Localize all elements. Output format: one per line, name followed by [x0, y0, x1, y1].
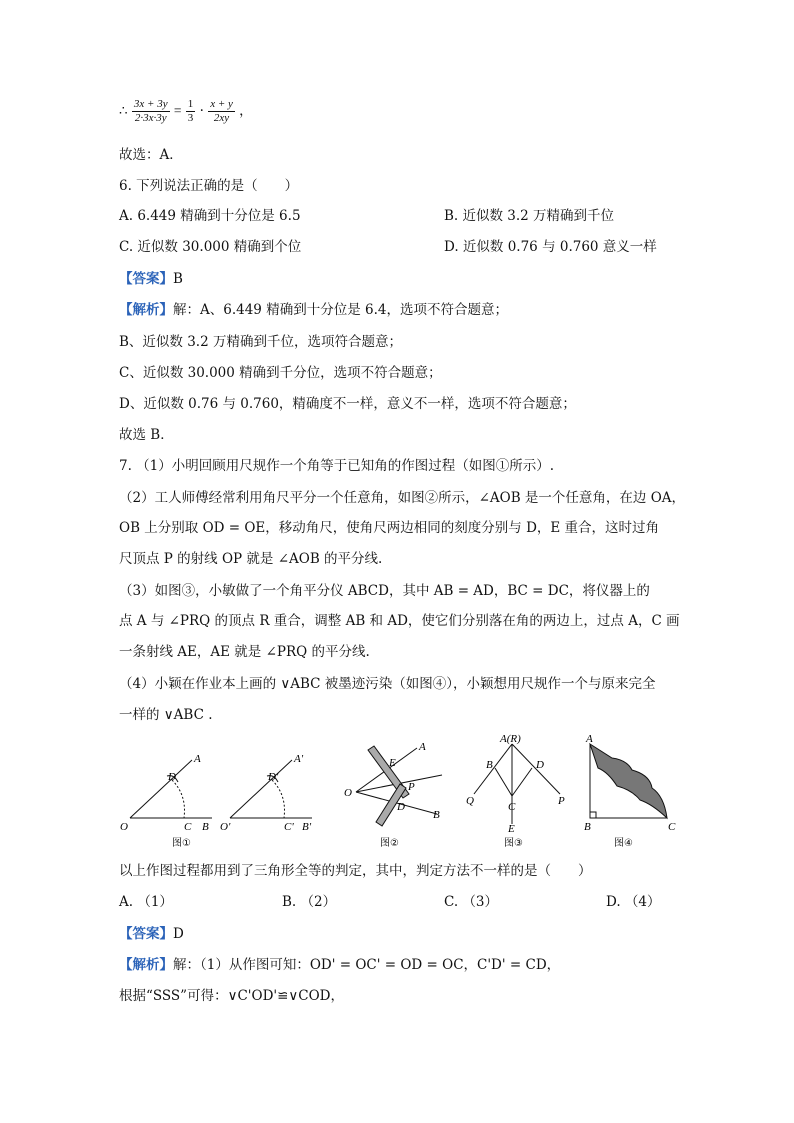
- q6-option-b: B. 近似数 3.2 万精确到千位: [444, 208, 615, 224]
- geometry-figures: [112, 730, 692, 855]
- q7-analysis-line: 【解析】解：（1）从作图可知：OD' = OC' = OD = OC，C'D' = CD，: [119, 957, 561, 973]
- svg-text:O': O': [220, 821, 231, 833]
- svg-text:A: A: [194, 753, 201, 765]
- conclusion-line: 故选：A．: [119, 147, 183, 163]
- figure-2: [356, 746, 442, 826]
- caption-fig1: 图①: [172, 838, 191, 849]
- svg-text:A: A: [586, 733, 593, 745]
- fraction-equation: ∴ $\frac{3x + 3y}{2\cdot 3x\cdot 3y}$ = $\frac{1}{3}$ · $\frac{x + y}{2xy}$ ，: [119, 98, 253, 124]
- q6-stem: 6. 下列说法正确的是（ ）: [119, 178, 299, 194]
- q7-line: （4）小颖在作业本上画的 ∨ABC 被墨迹污染（如图④），小颖想用尺规作一个与原来完全: [119, 676, 656, 692]
- svg-text:D: D: [168, 771, 176, 783]
- figure-1-copy-labels: [220, 753, 312, 833]
- q7-line: 一条射线 AE，AE 就是 ∠PRQ 的平分线.: [119, 644, 370, 660]
- q6-answer: 【答案】B: [119, 271, 183, 287]
- figure-1-labels: [120, 753, 209, 833]
- figure-4: [590, 744, 667, 818]
- q6-analysis-line: C、近似数 30.000 精确到千分位，选项不符合题意；: [119, 365, 442, 381]
- q7-option-b: B. （2）: [282, 894, 337, 910]
- svg-text:Q: Q: [466, 795, 474, 807]
- caption-fig3: 图③: [504, 838, 523, 849]
- caption-fig2: 图②: [380, 838, 399, 849]
- q6-option-a: A. 6.449 精确到十分位是 6.5: [119, 208, 301, 224]
- figure-1-copy: [230, 760, 312, 818]
- svg-text:O: O: [120, 821, 128, 833]
- q6-analysis-line: 【解析】解：A、6.449 精确到十分位是 6.4，选项不符合题意；: [119, 302, 508, 318]
- svg-text:B: B: [202, 821, 209, 833]
- svg-text:B: B: [486, 759, 493, 771]
- svg-text:D: D: [536, 759, 544, 771]
- svg-text:D: D: [397, 801, 405, 813]
- svg-text:C: C: [508, 801, 516, 813]
- svg-text:E: E: [389, 757, 396, 769]
- figure-3: [474, 744, 560, 824]
- q7-line: OB 上分别取 OD = OE，移动角尺，使角尺两边相同的刻度分别与 D，E 重合，这时过角: [119, 520, 660, 536]
- svg-text:P: P: [408, 781, 415, 793]
- q7-line: 一样的 ∨ABC .: [119, 707, 213, 723]
- fraction-right: $\frac{x + y}{2xy}$: [210, 98, 233, 124]
- fraction-coefficient: $\frac{1}{3}$: [187, 98, 194, 124]
- caption-fig4: 图④: [614, 838, 633, 849]
- svg-text:A(R): A(R): [500, 733, 521, 745]
- q7-option-d: D. （4）: [606, 894, 661, 910]
- q6-option-c: C. 近似数 30.000 精确到个位: [119, 239, 302, 255]
- q7-line: （3）如图③，小敏做了一个角平分仪 ABCD，其中 AB = AD，BC = DC，将仪器上的: [119, 583, 650, 599]
- svg-text:A: A: [419, 741, 426, 753]
- q7-option-c: C. （3）: [444, 894, 499, 910]
- q7-option-a: A. （1）: [119, 894, 173, 910]
- q7-line: 点 A 与 ∠PRQ 的顶点 R 重合，调整 AB 和 AD，使它们分别落在角的两边上，过点 A，C 画: [119, 613, 680, 629]
- figure-1: [130, 760, 212, 818]
- svg-text:C: C: [184, 821, 192, 833]
- svg-text:D': D': [268, 771, 279, 783]
- q7-line: 尺顶点 P 的射线 OP 就是 ∠AOB 的平分线.: [119, 551, 383, 567]
- q7-line: 7. （1）小明回顾用尺规作一个角等于已知角的作图过程（如图①所示）.: [119, 458, 555, 474]
- svg-text:B': B': [302, 821, 312, 833]
- q7-question: 以上作图过程都用到了三角形全等的判定，其中，判定方法不一样的是（ ）: [119, 863, 592, 879]
- svg-text:B: B: [433, 809, 440, 821]
- svg-text:A': A': [294, 753, 304, 765]
- q6-analysis-line: B、近似数 3.2 万精确到千位，选项符合题意；: [119, 334, 402, 350]
- q6-analysis-line: 故选 B．: [119, 427, 174, 443]
- svg-text:C': C': [284, 821, 294, 833]
- fraction-left: $\frac{3x + 3y}{2\cdot 3x\cdot 3y}$: [133, 98, 168, 124]
- q7-answer: 【答案】D: [119, 926, 184, 942]
- svg-text:C: C: [668, 821, 676, 833]
- svg-text:P: P: [558, 795, 565, 807]
- q6-analysis-line: D、近似数 0.76 与 0.760，精确度不一样，意义不一样，选项不符合题意；: [119, 396, 576, 412]
- svg-text:O: O: [344, 787, 352, 799]
- q7-analysis-line: 根据“SSS”可得：∨C'OD'≌∨COD，: [119, 988, 345, 1004]
- svg-text:E: E: [508, 823, 515, 835]
- q7-line: （2）工人师傅经常利用角尺平分一个任意角，如图②所示，∠AOB 是一个任意角，在边 OA，: [119, 490, 686, 506]
- q6-option-d: D. 近似数 0.76 与 0.760 意义一样: [444, 239, 657, 255]
- svg-text:B: B: [584, 821, 591, 833]
